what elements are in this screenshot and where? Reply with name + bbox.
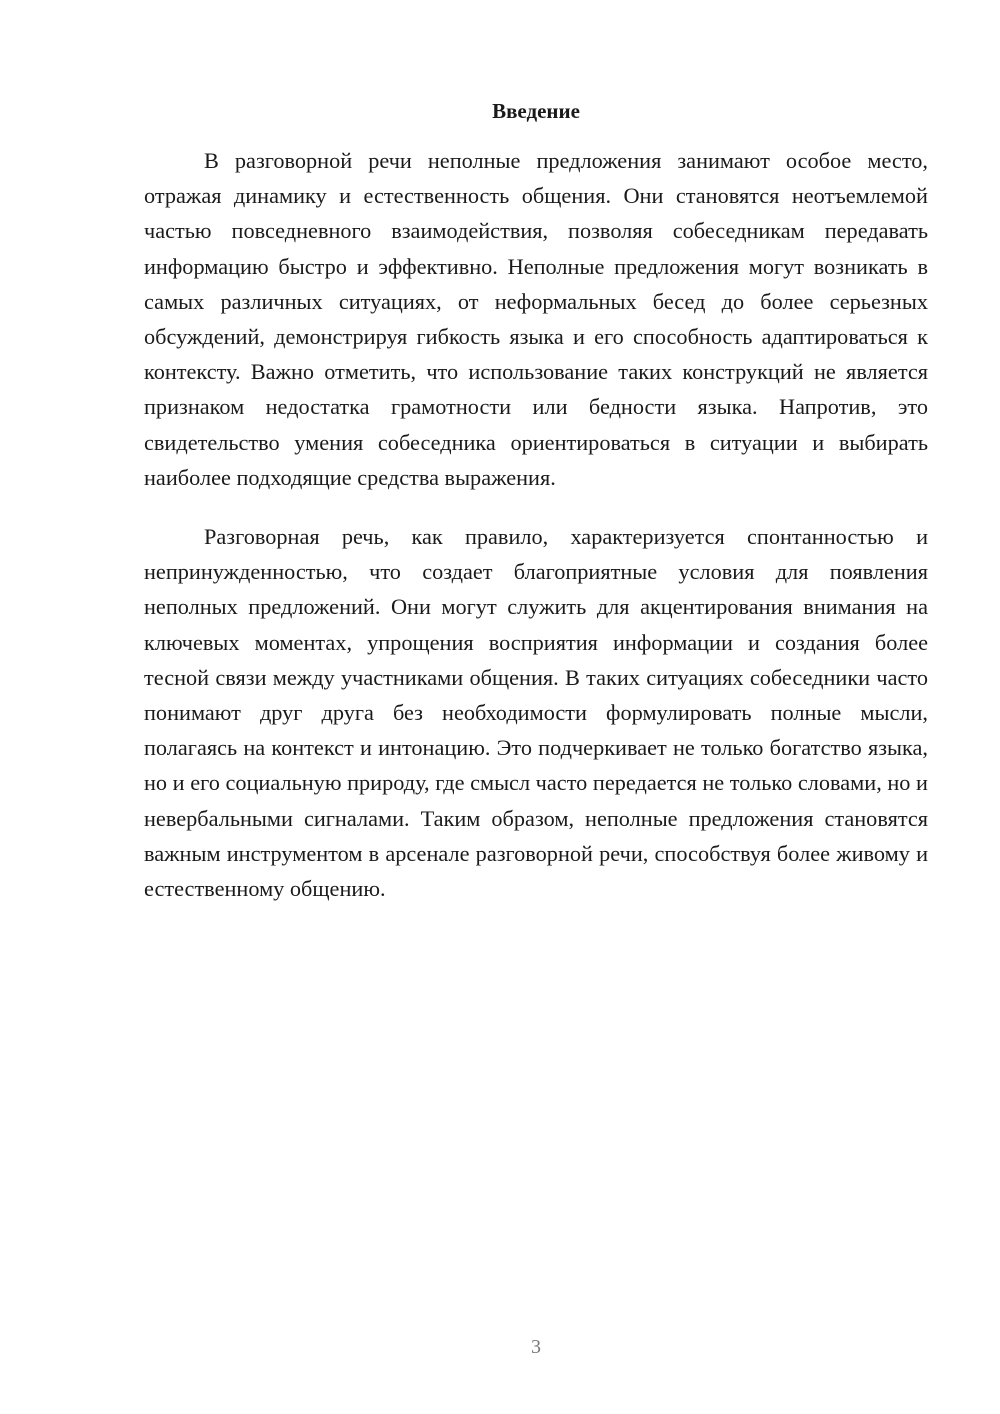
- page-number: 3: [531, 1336, 541, 1358]
- paragraph-1: В разговорной речи неполные предложения занимают особое место, отражая динамику и естественность общения. Они становятся неотъемлемой частью повседневного взаимодействия, позволяя собеседникам передавать информацию быстро и эффективно. Неполные предложения могут возникать в самых различных ситуациях, от неформальных бесед до более серьезных обсуждений, демонстрируя гибкость языка и его способность адаптироваться к контексту. Важно отметить, что использование таких конструкций не является признаком недостатка грамотности или бедности языка. Напротив, это свидетельство умения собеседника ориентироваться в ситуации и выбирать наиболее подходящие средства выражения.: [144, 148, 928, 490]
- page-title: Введение: [492, 99, 580, 123]
- body-text: [144, 143, 928, 906]
- paragraph-2: Разговорная речь, как правило, характеризуется спонтанностью и непринужденностью, что создает благоприятные условия для появления неполных предложений. Они могут служить для акцентирования внимания на ключевых моментах, упрощения восприятия информации и создания более тесной связи между участниками общения. В таких ситуациях собеседники часто понимают друг друга без необходимости формулировать полные мысли, полагаясь на контекст и интонацию. Это подчеркивает не только богатство языка, но и его социальную природу, где смысл часто передается не только словами, но и невербальными сигналами. Таким образом, неполные предложения становятся важным инструментом в арсенале разговорной речи, способствуя более живому и естественному общению.: [144, 524, 928, 902]
